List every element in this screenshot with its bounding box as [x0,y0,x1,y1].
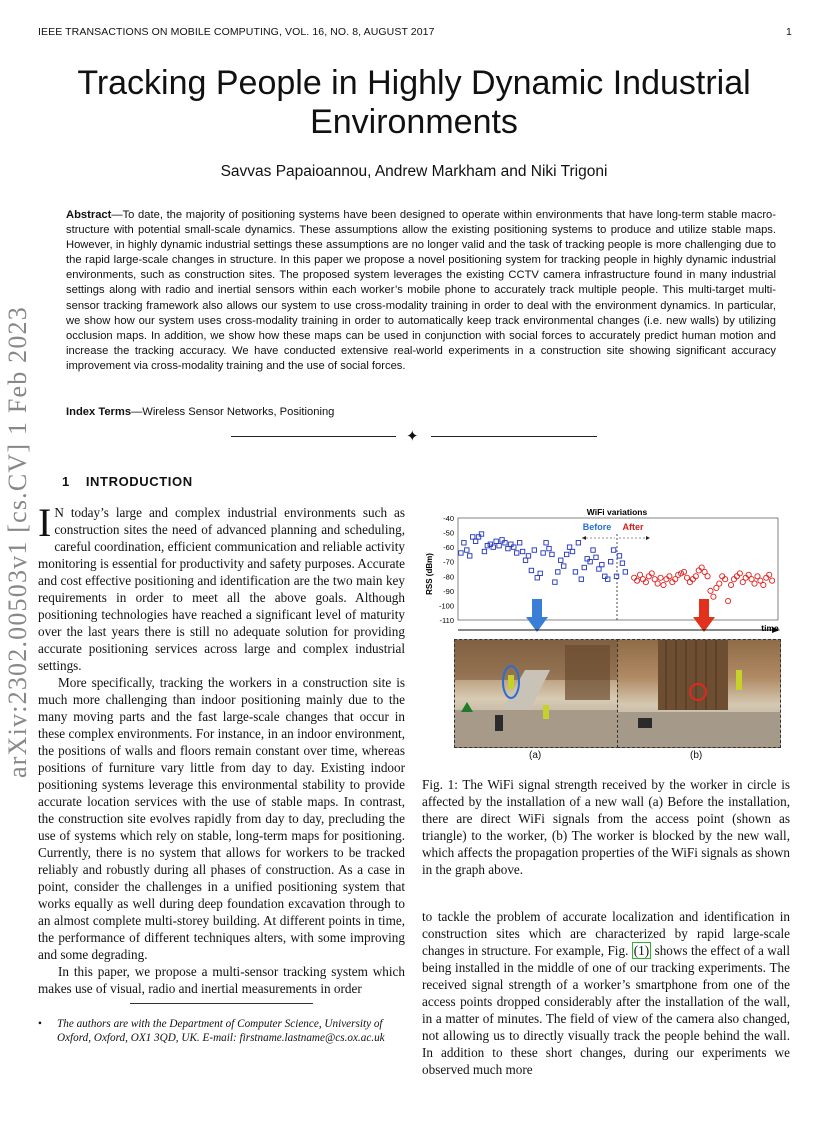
footnote-rule [130,1003,313,1004]
before-data-point [535,576,539,580]
before-data-point [594,555,598,559]
site-photo-before-drawing [455,640,618,747]
before-data-point [517,541,521,545]
before-data-point [611,548,615,552]
before-data-point [503,541,507,545]
before-data-point [556,570,560,574]
before-data-point [567,545,571,549]
before-data-point [500,538,504,542]
before-data-point [550,552,554,556]
right-text-before: to tackle the problem of accurate localization and identification in construction sites which are characterized by rapid large-scale changes in structure. For example, Fig. [422,909,790,958]
before-data-point [623,570,627,574]
after-data-point [720,574,725,579]
footnote [38,1017,408,1046]
before-data-point [526,554,530,558]
intro-right-column [422,908,790,1078]
before-data-point [614,574,618,578]
after-data-point [649,571,654,576]
before-data-point [529,568,533,572]
before-data-point [597,567,601,571]
before-data-point [620,561,624,565]
arxiv-stamp: arXiv:2302.00503v1 [cs.CV] 1 Feb 2023 [3,306,32,778]
before-data-point [579,577,583,581]
after-data-point [696,568,701,573]
before-data-point [603,574,607,578]
author-list: Savvas Papaioannou, Andrew Markham and Niki Trigoni [220,163,608,180]
before-data-point [488,542,492,546]
before-data-point [600,562,604,566]
figure-caption: Fig. 1: The WiFi signal strength received by the worker in circle is affected by the installation of a new wall (a) Before the installation, there are direct WiFi signals from the access point (shown as triangle) to the worker, (b) The worker is blocked by the new wall, which affects the propagation properties of the WiFi signals as shown in the graph above. [422,777,790,877]
after-data-point [725,598,730,603]
site-photo-before [454,639,619,748]
after-data-point [770,578,775,583]
separator-star-icon: ✦ [406,428,419,445]
after-data-point [723,577,728,582]
after-arrowhead-icon [646,536,650,540]
after-data-point [632,575,637,580]
intro-paragraph-1-text: N today’s large and complex industrial environments such as construction sites the need of advanced planning and scheduling, careful coordination, efficient communication and reliable activity monitoring is essential for productivity and safety purposes. Accurate and cost effective positioning and identification are the two main key requirements in order to meet all the above goals. Although positioning technologies have reached a significant level of maturity over the last years there is still no adequate solution for providing accurate positioning services across large and complex industrial settings. [38,505,405,673]
after-data-point [643,580,648,585]
before-arrowhead-icon [582,536,586,540]
after-data-point [634,578,639,583]
before-data-point [570,549,574,553]
section-heading [62,474,193,489]
red-arrow-shaft [699,599,709,619]
before-data-point [462,541,466,545]
before-data-point [585,557,589,561]
before-data-point [459,551,463,555]
after-data-point [711,594,716,599]
abstract-text: —To date, the majority of positioning systems have been designed to operate within environments that have long-term stable macro-structure with potential small-scale dynamics. These assumptions allow the existing positioning systems to produce and utilize stable maps. However, in highly dynamic industrial settings these assumptions are no longer valid and the task of tracking people is more challenging due to the rapid large-scale changes in structure. In this paper we propose a novel positioning system for tracking people in highly dynamic industrial environments, such as construction sites. The proposed system leverages the existing CCTV camera infrastructure found in many industrial settings along with radio and inertial sensors within each worker’s mobile phone to accurately track multiple people. This multi-target multi-sensor tracking framework also allows our system to use cross-modality training in order to deal with the environment dynamics. In particular, we show how our system uses cross-modality training in order to automatically keep track environmental changes (i.e. new walls) by utilizing occlusion maps. In addition, we show how these maps can be used in conjunction with social forces to accurately predict human motion and increase the tracking accuracy. We have conducted extensive real-world experiments in a construction site showing significant accuracy improvement via cross-modality training and the use of social forces. [66,209,776,372]
before-data-point [506,546,510,550]
index-terms [66,406,334,418]
before-data-point [573,570,577,574]
before-data-point [547,546,551,550]
before-data-point [520,549,524,553]
before-data-point [479,532,483,536]
time-axis-label: time [761,623,779,633]
after-data-point [737,571,742,576]
before-data-point [544,541,548,545]
after-data-point [664,577,669,582]
intro-paragraph-2: More specifically, tracking the workers in a construction site is much more challenging than indoor positioning mainly due to the many moving parts and the fast large-scale changes that occur in these complex environments. For instance, in an indoor environment, the positions of walls and floors remain constant over time, whereas positions of furniture vary little from day to day. Existing indoor positioning systems leverage this environmental stability to provide accurate location services with the use of stable maps. In contrast, the construction site evolves rapidly from day to day, precluding the use of systems which rely on stable, long-term maps for positioning. Currently, there is no system that allows for workers to be tracked reliably and robustly during all phases of construction. As a case in point, consider the challenges in a unified positioning system that works equally as well during deep foundation excavation through to an almost complete multi-storey building. At different points in time, the performance of different techniques alters, with some improving and some degrading. [38,675,405,962]
separator-left-rule [231,436,396,437]
after-data-point [693,574,698,579]
before-data-point [482,549,486,553]
after-data-point [752,581,757,586]
after-data-point [658,575,663,580]
after-data-point [661,582,666,587]
blue-arrow-shaft [532,599,542,619]
before-data-point [588,560,592,564]
before-data-point [476,535,480,539]
dropcap-letter: I [38,500,52,545]
running-header: IEEE TRANSACTIONS ON MOBILE COMPUTING, VOL. 16, NO. 8, AUGUST 2017 [38,26,435,38]
panel-a-label: (a) [529,750,542,761]
intro-right-paragraph [422,908,790,1078]
after-data-point [655,581,660,586]
y-tick-label: -70 [443,557,454,567]
before-data-point [512,545,516,549]
before-data-point [497,543,501,547]
before-data-point [515,551,519,555]
before-data-point [532,548,536,552]
after-data-point [761,582,766,587]
section-number: 1 [62,474,70,489]
after-data-point [708,588,713,593]
after-data-point [690,577,695,582]
figure-1 [422,504,792,774]
paper-title: Tracking People in Highly Dynamic Industrial Environments [77,64,751,141]
before-data-point [465,548,469,552]
before-data-point [470,535,474,539]
before-data-point [523,558,527,562]
chart-y-axis-label: RSS (dBm) [425,553,434,595]
after-data-point [640,577,645,582]
after-data-point [728,582,733,587]
before-data-point [564,552,568,556]
after-label: After [622,522,644,532]
before-data-point [606,577,610,581]
figure-reference-link[interactable]: (1) [633,943,650,958]
chart-plot-frame [458,518,778,620]
y-tick-label: -80 [443,572,454,582]
after-data-point [743,575,748,580]
index-terms-label: Index Terms [66,406,132,418]
index-terms-text: —Wireless Sensor Networks, Positioning [131,406,335,418]
before-data-point [617,554,621,558]
after-data-point [717,581,722,586]
after-data-point [646,574,651,579]
separator-right-rule [431,436,597,437]
wifi-rss-chart [422,504,792,644]
before-data-point [553,580,557,584]
after-data-point [667,574,672,579]
section-title: INTRODUCTION [85,474,193,489]
before-data-point [509,542,513,546]
y-tick-label: -100 [438,601,454,611]
before-label: Before [582,522,612,532]
after-data-point [767,572,772,577]
abstract [66,208,776,374]
after-data-point [670,580,675,585]
after-data-point [705,574,710,579]
y-tick-label: -110 [439,616,454,625]
intro-left-column [38,500,405,997]
before-data-point [485,543,489,547]
y-tick-label: -60 [443,543,454,553]
y-tick-label: -90 [443,586,454,596]
before-data-point [491,545,495,549]
after-data-point [734,574,739,579]
footnote-bullet: • [38,1018,42,1030]
y-tick-label: -40 [443,514,454,523]
y-tick-label: -50 [443,528,454,538]
before-data-point [582,565,586,569]
after-data-point [764,575,769,580]
before-data-point [468,554,472,558]
site-photo-after-drawing [618,640,780,747]
before-data-point [561,564,565,568]
before-data-point [608,560,612,564]
right-text-after: shows the effect of a wall being installed in the middle of one of our tracking experiments. The received signal strength of a worker’s smartphone from one of the access points dropped considerably after the installation of the wall, in a matter of minutes. The field of view of the camera also changed, not allowing us to directly visually track the people behind the wall. In addition to these short changes, during our experiments we observed much more [422,943,790,1077]
site-photo-after [617,639,781,748]
before-data-point [541,551,545,555]
panel-b-label: (b) [690,750,703,761]
before-data-point [591,548,595,552]
before-data-point [538,571,542,575]
page-number: 1 [786,26,792,38]
before-data-point [473,539,477,543]
before-data-point [559,558,563,562]
chart-title: WiFi variations [586,507,648,517]
abstract-label: Abstract [66,209,112,221]
intro-paragraph-1 [38,500,405,674]
before-data-point [576,541,580,545]
after-data-point [731,577,736,582]
footnote-text: The authors are with the Department of Computer Science, University of Oxford, Oxford, OX1 3QD, UK. E-mail: firstname.lastname@cs.ox.ac.uk [57,1018,385,1045]
after-data-point [687,580,692,585]
before-data-point [494,539,498,543]
access-point-triangle-icon [461,702,473,712]
intro-paragraph-3: In this paper, we propose a multi-sensor tracking system which makes use of visual, radio and inertial measurements in order [38,964,405,996]
